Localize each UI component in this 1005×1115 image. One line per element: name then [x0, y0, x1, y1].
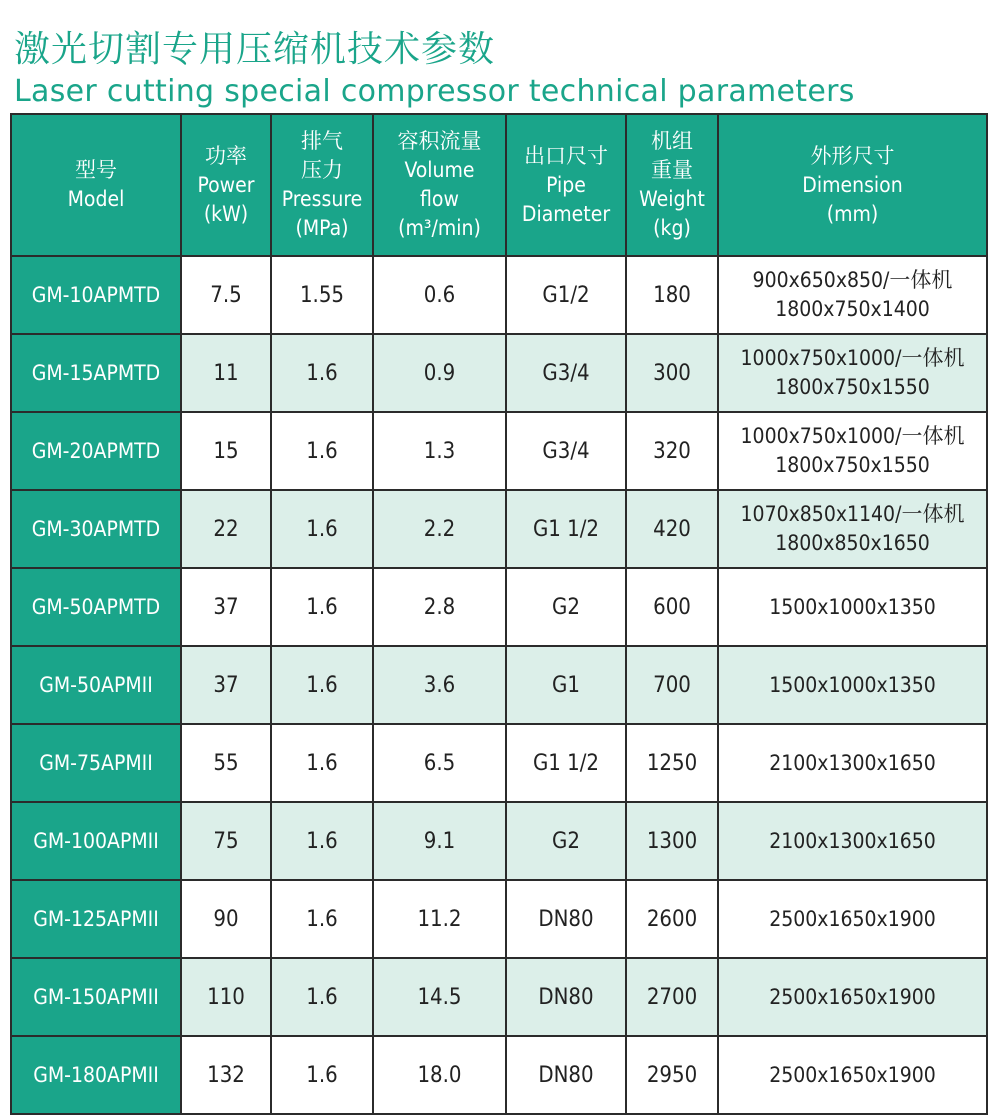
column-header-line: 出口尺寸	[524, 143, 608, 168]
cell-pipe: DN80	[506, 880, 626, 958]
cell-weight: 300	[626, 334, 718, 412]
cell-pipe: G2	[506, 802, 626, 880]
table-row	[11, 490, 987, 568]
column-header-line: (kW)	[203, 201, 249, 226]
cell-pressure: 1.6	[271, 880, 373, 958]
cell-pressure: 1.55	[271, 256, 373, 334]
spec-table	[10, 113, 988, 1115]
dimension-line: 1500x1000x1350	[769, 672, 936, 697]
cell-pipe: G1	[506, 646, 626, 724]
column-header	[506, 114, 626, 256]
cell-model: GM-15APMTD	[11, 334, 181, 412]
cell-dimension	[718, 724, 987, 802]
column-header-line: Model	[67, 187, 125, 211]
cell-weight: 2600	[626, 880, 718, 958]
cell-power: 22	[181, 490, 271, 568]
column-header-line: Pressure	[281, 187, 363, 211]
cell-flow: 2.8	[373, 568, 506, 646]
cell-dimension	[718, 412, 987, 490]
cell-power: 75	[181, 802, 271, 880]
cell-flow: 3.6	[373, 646, 506, 724]
cell-dimension	[718, 646, 987, 724]
dimension-line: 1500x1000x1350	[769, 594, 936, 619]
cell-pipe: G1 1/2	[506, 724, 626, 802]
cell-model: GM-50APMII	[11, 646, 181, 724]
cell-pipe: G3/4	[506, 412, 626, 490]
column-header-line: Weight	[639, 187, 705, 211]
cell-power: 7.5	[181, 256, 271, 334]
cell-power: 37	[181, 646, 271, 724]
cell-dimension	[718, 880, 987, 958]
dimension-line: 1000x750x1000/一体机	[740, 346, 965, 370]
column-header-line: 外形尺寸	[810, 143, 895, 168]
cell-model: GM-125APMII	[11, 880, 181, 958]
cell-weight: 1250	[626, 724, 718, 802]
header-row	[11, 114, 987, 256]
cell-pipe: G3/4	[506, 334, 626, 412]
cell-flow: 0.6	[373, 256, 506, 334]
cell-pressure: 1.6	[271, 802, 373, 880]
column-header-line: 压力	[301, 158, 343, 182]
dimension-line: 1000x750x1000/一体机	[740, 424, 965, 448]
column-header-line: (mm)	[826, 201, 879, 226]
column-header	[626, 114, 718, 256]
column-header-line: (m³/min)	[398, 216, 481, 240]
cell-flow: 1.3	[373, 412, 506, 490]
column-header-line: 重量	[651, 158, 693, 182]
table-row	[11, 334, 987, 412]
cell-weight: 320	[626, 412, 718, 490]
cell-flow: 6.5	[373, 724, 506, 802]
dimension-line: 1800x850x1650	[775, 531, 930, 555]
table-row	[11, 646, 987, 724]
table-row	[11, 1036, 987, 1114]
column-header	[271, 114, 373, 256]
column-header	[181, 114, 271, 256]
column-header-line: 排气	[301, 129, 343, 153]
table-row	[11, 724, 987, 802]
column-header	[373, 114, 506, 256]
cell-power: 90	[181, 880, 271, 958]
cell-pipe: G2	[506, 568, 626, 646]
cell-pressure: 1.6	[271, 334, 373, 412]
cell-weight: 600	[626, 568, 718, 646]
dimension-line: 2100x1300x1650	[769, 828, 936, 853]
table-row	[11, 880, 987, 958]
column-header-line: Diameter	[521, 201, 611, 226]
cell-weight: 2700	[626, 958, 718, 1036]
cell-flow: 2.2	[373, 490, 506, 568]
page-title-cn: 激光切割专用压缩机技术参数	[14, 29, 496, 70]
cell-weight: 420	[626, 490, 718, 568]
cell-model: GM-75APMII	[11, 724, 181, 802]
cell-model: GM-180APMII	[11, 1036, 181, 1114]
cell-pipe: G1 1/2	[506, 490, 626, 568]
cell-power: 37	[181, 568, 271, 646]
column-header-line: 功率	[205, 143, 247, 168]
table-row	[11, 958, 987, 1036]
cell-flow: 9.1	[373, 802, 506, 880]
cell-pressure: 1.6	[271, 1036, 373, 1114]
column-header-line: (MPa)	[295, 216, 349, 240]
cell-model: GM-150APMII	[11, 958, 181, 1036]
cell-weight: 1300	[626, 802, 718, 880]
cell-model: GM-10APMTD	[11, 256, 181, 334]
dimension-line: 2500x1650x1900	[769, 1062, 936, 1087]
cell-dimension	[718, 958, 987, 1036]
column-header-line: (kg)	[653, 216, 691, 240]
column-header-line: flow	[420, 187, 459, 211]
cell-weight: 180	[626, 256, 718, 334]
cell-pressure: 1.6	[271, 646, 373, 724]
cell-dimension	[718, 334, 987, 412]
table-row	[11, 802, 987, 880]
cell-pressure: 1.6	[271, 958, 373, 1036]
column-header-line: 容积流量	[397, 129, 482, 153]
column-header-line: Volume	[404, 158, 475, 182]
cell-power: 55	[181, 724, 271, 802]
cell-weight: 2950	[626, 1036, 718, 1114]
cell-dimension	[718, 568, 987, 646]
dimension-line: 2100x1300x1650	[769, 750, 936, 775]
cell-weight: 700	[626, 646, 718, 724]
cell-dimension	[718, 802, 987, 880]
cell-pipe: DN80	[506, 1036, 626, 1114]
cell-power: 132	[181, 1036, 271, 1114]
cell-pipe: DN80	[506, 958, 626, 1036]
dimension-line: 1800x750x1550	[775, 453, 930, 477]
cell-power: 15	[181, 412, 271, 490]
column-header-line: Dimension	[802, 172, 903, 197]
dimension-line: 2500x1650x1900	[769, 984, 936, 1009]
dimension-line: 1800x750x1550	[775, 375, 930, 399]
table-row	[11, 256, 987, 334]
cell-dimension	[718, 1036, 987, 1114]
dimension-line: 1800x750x1400	[775, 297, 930, 321]
cell-model: GM-50APMTD	[11, 568, 181, 646]
cell-dimension	[718, 490, 987, 568]
cell-flow: 0.9	[373, 334, 506, 412]
column-header-line: 型号	[75, 158, 117, 182]
cell-pipe: G1/2	[506, 256, 626, 334]
table-row	[11, 568, 987, 646]
cell-dimension	[718, 256, 987, 334]
cell-power: 11	[181, 334, 271, 412]
cell-pressure: 1.6	[271, 412, 373, 490]
cell-pressure: 1.6	[271, 568, 373, 646]
column-header	[718, 114, 987, 256]
column-header-line: Pipe	[546, 172, 586, 197]
cell-model: GM-20APMTD	[11, 412, 181, 490]
cell-flow: 14.5	[373, 958, 506, 1036]
column-header-line: Power	[197, 172, 255, 197]
cell-pressure: 1.6	[271, 490, 373, 568]
dimension-line: 1070x850x1140/一体机	[740, 502, 965, 526]
dimension-line: 900x650x850/一体机	[752, 268, 953, 292]
cell-model: GM-30APMTD	[11, 490, 181, 568]
dimension-line: 2500x1650x1900	[769, 906, 936, 931]
table-body	[11, 256, 987, 1114]
table-row	[11, 412, 987, 490]
cell-power: 110	[181, 958, 271, 1036]
cell-flow: 11.2	[373, 880, 506, 958]
column-header-line: 机组	[651, 129, 693, 153]
cell-model: GM-100APMII	[11, 802, 181, 880]
page-title-en: Laser cutting special compressor technical parameters	[14, 74, 855, 109]
cell-pressure: 1.6	[271, 724, 373, 802]
column-header	[11, 114, 181, 256]
cell-flow: 18.0	[373, 1036, 506, 1114]
